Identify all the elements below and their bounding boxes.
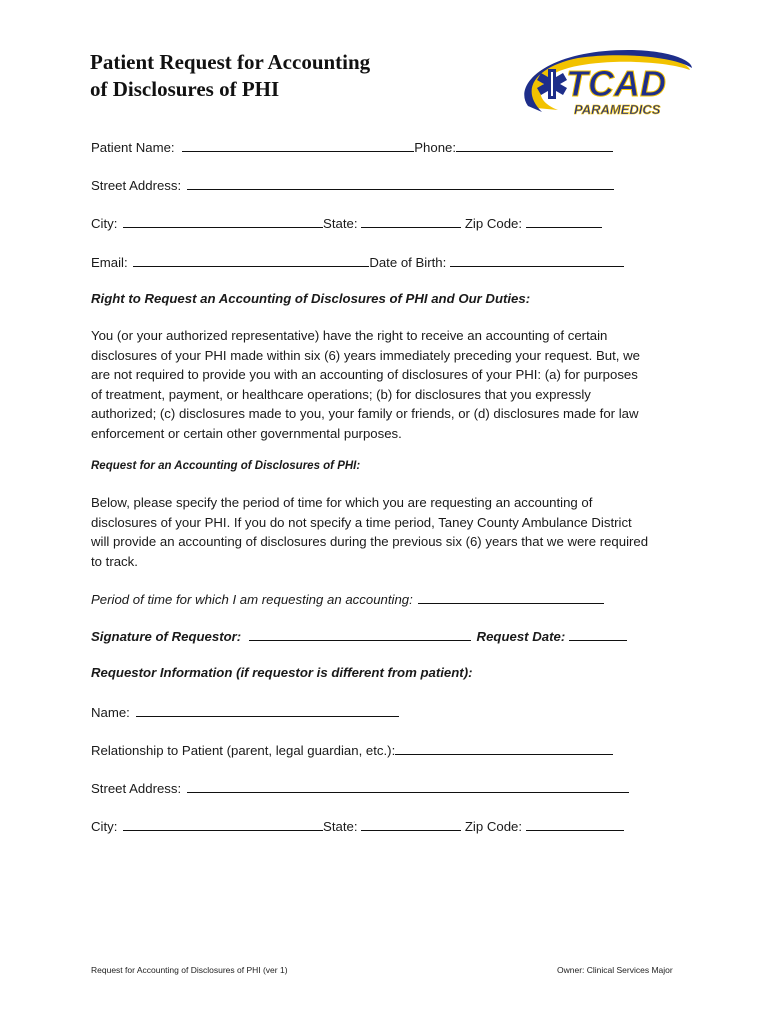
requestor-state-field[interactable]	[361, 817, 461, 831]
email-field[interactable]	[133, 253, 369, 267]
rights-line: You (or your authorized representative) have the right to receive an accounting of certain	[91, 328, 608, 343]
rights-line: disclosures of your PHI made within six (6) years immediately preceding your request. But, we	[91, 347, 640, 363]
phone-field[interactable]	[456, 138, 613, 152]
requestor-zip-label: Zip Code:	[464, 819, 523, 834]
request-date-label: Request Date:	[476, 629, 566, 644]
patient-street-label: Street Address:	[91, 178, 182, 193]
signature-field[interactable]	[249, 627, 471, 641]
requestor-name-row	[91, 703, 399, 721]
relationship-row	[91, 741, 613, 759]
requestor-city-row	[91, 817, 624, 835]
period-field[interactable]	[418, 590, 604, 604]
patient-zip-field[interactable]	[526, 214, 602, 228]
patient-name-row	[91, 138, 613, 156]
patient-name-label: Patient Name:	[91, 140, 175, 155]
requestor-street-label: Street Address:	[91, 781, 182, 796]
title-line-2: of Disclosures of PHI	[90, 77, 280, 101]
requestor-street-field[interactable]	[187, 779, 629, 793]
patient-email-row	[91, 253, 624, 271]
dob-label: Date of Birth:	[369, 255, 447, 270]
period-label: Period of time for which I am requesting an accounting:	[91, 592, 413, 607]
patient-city-label: City:	[91, 216, 118, 231]
request-line: will provide an accounting of disclosures during the previous six (6) years that we were required	[91, 534, 649, 549]
rights-line: are not required to provide you with an accounting of disclosures of your PHI: (a) for purposes	[91, 367, 638, 382]
requestor-city-field[interactable]	[123, 817, 323, 831]
page-title	[90, 49, 370, 103]
requestor-city-label: City:	[91, 819, 118, 834]
request-line: disclosures of your PHI. If you do not specify a time period, Taney County Ambulance District	[91, 514, 632, 530]
tcad-paramedics-logo	[508, 48, 694, 124]
period-row	[91, 590, 604, 608]
title-line-1: Patient Request for Accounting	[90, 50, 371, 74]
rights-line: authorized; (c) disclosures made to you, your family or friends, or (d) disclosures made for law	[91, 406, 639, 421]
requestor-heading: Requestor Information (if requestor is different from patient):	[91, 665, 473, 680]
signature-row	[91, 627, 627, 645]
relationship-label: Relationship to Patient (parent, legal guardian, etc.):	[91, 743, 396, 758]
request-heading: Request for an Accounting of Disclosures of PHI:	[91, 460, 361, 472]
dob-field[interactable]	[450, 253, 624, 267]
patient-street-row	[91, 176, 614, 194]
rights-paragraph	[91, 326, 691, 443]
requestor-name-label: Name:	[91, 705, 130, 720]
request-paragraph	[91, 493, 691, 571]
logo-graphic	[508, 48, 694, 124]
request-date-field[interactable]	[569, 627, 627, 641]
rights-heading: Right to Request an Accounting of Disclosures of PHI and Our Duties:	[91, 291, 531, 306]
svg-text:PARAMEDICS: PARAMEDICS	[574, 102, 661, 117]
email-label: Email:	[91, 255, 128, 270]
patient-name-field[interactable]	[182, 138, 414, 152]
patient-city-field[interactable]	[123, 214, 323, 228]
relationship-field[interactable]	[395, 741, 613, 755]
requestor-zip-field[interactable]	[526, 817, 624, 831]
patient-city-row	[91, 214, 602, 232]
patient-state-field[interactable]	[361, 214, 461, 228]
svg-text:TCAD: TCAD	[566, 63, 666, 104]
phone-label: Phone:	[414, 140, 457, 155]
footer-left: Request for Accounting of Disclosures of PHI (ver 1)	[91, 965, 288, 975]
footer-right: Owner: Clinical Services Major	[557, 965, 673, 975]
requestor-state-label: State:	[323, 819, 358, 834]
request-line: to track.	[91, 553, 138, 569]
requestor-name-field[interactable]	[136, 703, 399, 717]
patient-zip-label: Zip Code:	[464, 216, 523, 231]
patient-state-label: State:	[323, 216, 358, 231]
signature-label: Signature of Requestor:	[91, 629, 242, 644]
rights-line: enforcement or certain other governmental purposes.	[91, 425, 402, 441]
rights-line: of treatment, payment, or healthcare operations; (b) for disclosures that you expressly	[91, 386, 591, 402]
patient-street-field[interactable]	[187, 176, 614, 190]
request-line: Below, please specify the period of time for which you are requesting an accounting of	[91, 495, 593, 510]
requestor-street-row	[91, 779, 629, 797]
